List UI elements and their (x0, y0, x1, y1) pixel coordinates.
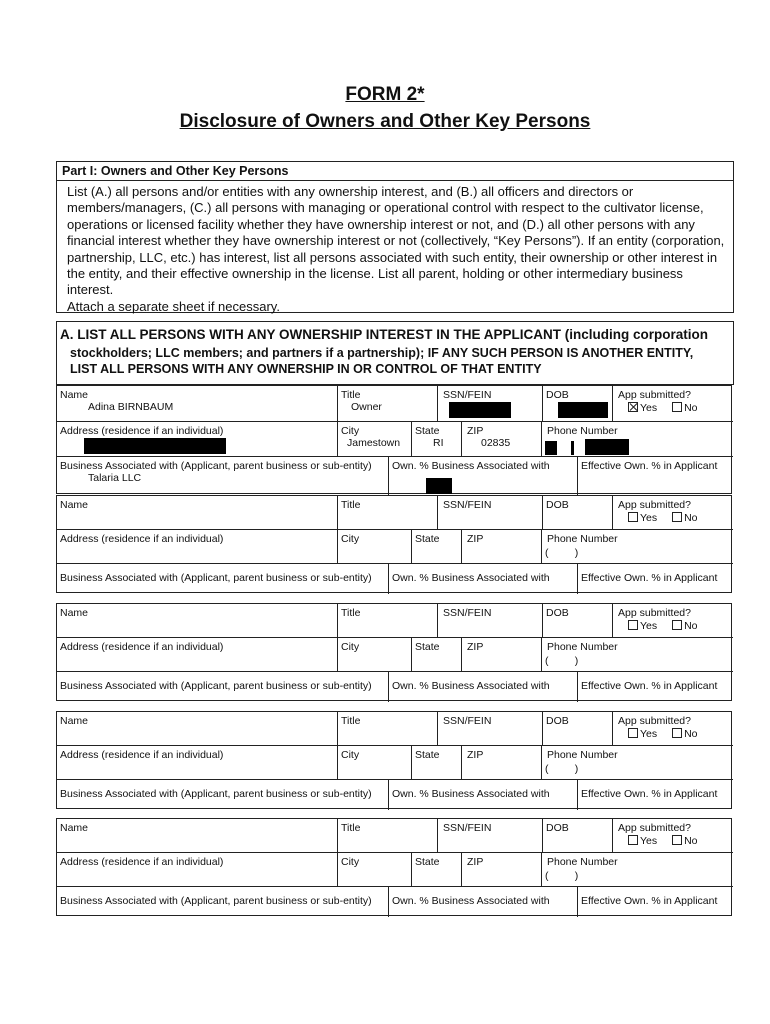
own-pct-cell[interactable] (388, 780, 577, 810)
name-label: Name (60, 499, 89, 511)
own-pct-cell[interactable] (388, 672, 577, 702)
no-checkbox[interactable] (672, 512, 682, 522)
app-submitted-label: App submitted? (618, 822, 691, 834)
own-pct-label: Own. % Business Associated with (392, 788, 550, 800)
person-row-business (57, 564, 733, 594)
eff-own-cell[interactable] (577, 564, 733, 594)
redacted-dob (558, 402, 608, 418)
dob-label: DOB (546, 822, 569, 834)
city-cell[interactable] (337, 638, 411, 671)
title-label: Title (341, 499, 361, 511)
phone-blank: ( ) (545, 655, 579, 667)
state-label: State (415, 533, 440, 545)
own-pct-cell[interactable] (388, 887, 577, 917)
business-label: Business Associated with (Applicant, parent business or sub-entity) (60, 460, 372, 472)
yes-checkbox[interactable] (628, 835, 638, 845)
person-row-identity (57, 386, 733, 422)
eff-own-label: Effective Own. % in Applicant (581, 460, 718, 472)
address-cell[interactable] (57, 853, 337, 886)
ssn-label: SSN/FEIN (443, 389, 492, 401)
dob-label: DOB (546, 715, 569, 727)
eff-own-label: Effective Own. % in Applicant (581, 680, 718, 692)
person-block (56, 603, 732, 701)
dob-cell[interactable] (542, 819, 612, 852)
phone-label: Phone Number (547, 533, 618, 545)
person-row-identity (57, 496, 733, 530)
section-a-heading-line3: LIST ALL PERSONS WITH ANY OWNERSHIP IN OR CONTROL OF THAT ENTITY (70, 362, 542, 376)
person-row-business (57, 672, 733, 702)
city-cell[interactable] (337, 530, 411, 563)
title-cell[interactable] (337, 496, 437, 529)
app-submitted-cell (612, 604, 733, 637)
zip-cell[interactable] (461, 530, 541, 563)
own-pct-label: Own. % Business Associated with (392, 572, 550, 584)
business-cell[interactable] (57, 780, 388, 810)
city-label: City (341, 856, 360, 868)
eff-own-label: Effective Own. % in Applicant (581, 895, 718, 907)
city-label: City (341, 749, 360, 761)
redacted-own-pct (426, 478, 452, 494)
name-label: Name (60, 715, 89, 727)
instruction-line: Attach a separate sheet if necessary. (67, 298, 280, 314)
zip-label: ZIP (467, 533, 484, 545)
zip-cell[interactable] (461, 638, 541, 671)
address-label: Address (residence if an individual) (60, 641, 224, 653)
app-submitted-label: App submitted? (618, 715, 691, 727)
dob-label: DOB (546, 499, 569, 511)
redacted-phone (545, 441, 557, 455)
name-label: Name (60, 389, 89, 401)
name-cell[interactable] (57, 496, 337, 529)
no-checkbox[interactable] (672, 402, 682, 412)
redacted-phone (571, 441, 574, 455)
person-block (56, 385, 732, 494)
business-label: Business Associated with (Applicant, parent business or sub-entity) (60, 572, 372, 584)
eff-own-cell[interactable] (577, 457, 733, 495)
no-checkbox[interactable] (672, 620, 682, 630)
phone-label: Phone Number (547, 425, 618, 437)
instruction-line: financial interest whether they have ownership interest or not (collectively, “Key Persons”). If an entity (corporation, (67, 233, 725, 249)
state-label: State (415, 641, 440, 653)
ssn-label: SSN/FEIN (443, 499, 492, 511)
state-cell[interactable] (411, 530, 461, 563)
yes-checkbox[interactable] (628, 620, 638, 630)
eff-own-cell[interactable] (577, 887, 733, 917)
own-pct-cell[interactable] (388, 564, 577, 594)
no-label: No (684, 835, 698, 847)
person-block (56, 711, 732, 809)
title-cell[interactable] (337, 604, 437, 637)
zip-cell[interactable] (461, 422, 541, 456)
phone-blank: ( ) (545, 870, 579, 882)
city-cell[interactable] (337, 746, 411, 779)
phone-label: Phone Number (547, 856, 618, 868)
business-cell[interactable] (57, 457, 388, 495)
redacted-phone (585, 439, 629, 455)
phone-cell[interactable] (541, 422, 733, 456)
name-value: Adina BIRNBAUM (88, 401, 174, 413)
own-pct-cell[interactable] (388, 457, 577, 495)
address-cell[interactable] (57, 530, 337, 563)
person-block (56, 818, 732, 916)
person-row-identity (57, 604, 733, 638)
zip-label: ZIP (467, 749, 484, 761)
ssn-label: SSN/FEIN (443, 822, 492, 834)
person-row-business (57, 887, 733, 917)
zip-cell[interactable] (461, 746, 541, 779)
person-row-address (57, 422, 733, 457)
person-row-business (57, 780, 733, 810)
state-label: State (415, 749, 440, 761)
person-row-identity (57, 819, 733, 853)
yes-label: Yes (640, 402, 658, 414)
business-label: Business Associated with (Applicant, parent business or sub-entity) (60, 680, 372, 692)
no-label: No (684, 728, 698, 740)
ssn-cell[interactable] (437, 819, 542, 852)
person-row-address (57, 530, 733, 564)
city-label: City (341, 641, 360, 653)
address-label: Address (residence if an individual) (60, 533, 224, 545)
section-a-heading-line2: stockholders; LLC members; and partners if a partnership); IF ANY SUCH PERSON IS ANOTHER ENTITY, (70, 346, 694, 360)
state-label: State (415, 856, 440, 868)
name-cell[interactable] (57, 604, 337, 637)
form-title: FORM 2* (345, 84, 425, 105)
zip-value: 02835 (481, 437, 511, 449)
app-submitted-cell (612, 496, 733, 529)
dob-cell[interactable] (542, 712, 612, 745)
city-cell[interactable] (337, 853, 411, 886)
phone-blank: ( ) (545, 547, 579, 559)
instruction-line: partnership, LLC, etc.) has interest, list all persons associated with such entity, their ownership or other interest in (67, 249, 718, 265)
ssn-cell[interactable] (437, 604, 542, 637)
redacted-address (84, 438, 226, 454)
eff-own-label: Effective Own. % in Applicant (581, 572, 718, 584)
business-cell[interactable] (57, 672, 388, 702)
yes-label: Yes (640, 835, 658, 847)
person-block (56, 495, 732, 593)
city-cell[interactable] (337, 422, 411, 456)
section-a-heading: A. LIST ALL PERSONS WITH ANY OWNERSHIP INTEREST IN THE APPLICANT (including corporation (60, 327, 709, 342)
dob-cell[interactable] (542, 386, 612, 421)
eff-own-label: Effective Own. % in Applicant (581, 788, 718, 800)
business-value: Talaria LLC (88, 472, 142, 484)
own-pct-label: Own. % Business Associated with (392, 460, 550, 472)
address-cell[interactable] (57, 746, 337, 779)
dob-cell[interactable] (542, 604, 612, 637)
city-label: City (341, 425, 360, 437)
yes-label: Yes (640, 512, 658, 524)
city-value: Jamestown (347, 437, 401, 449)
dob-label: DOB (546, 389, 569, 401)
ssn-cell[interactable] (437, 496, 542, 529)
address-cell[interactable] (57, 638, 337, 671)
zip-cell[interactable] (461, 853, 541, 886)
title-label: Title (341, 715, 361, 727)
app-submitted-cell (612, 386, 733, 421)
no-label: No (684, 512, 698, 524)
name-cell[interactable] (57, 819, 337, 852)
name-cell[interactable] (57, 712, 337, 745)
phone-blank: ( ) (545, 763, 579, 775)
business-cell[interactable] (57, 887, 388, 917)
person-row-identity (57, 712, 733, 746)
business-label: Business Associated with (Applicant, parent business or sub-entity) (60, 788, 372, 800)
person-row-business (57, 457, 733, 495)
redacted-ssn (449, 402, 511, 418)
no-checkbox[interactable] (672, 728, 682, 738)
eff-own-cell[interactable] (577, 672, 733, 702)
yes-label: Yes (640, 620, 658, 632)
zip-label: ZIP (467, 641, 484, 653)
phone-cell[interactable] (541, 530, 733, 563)
part1-header: Part I: Owners and Other Key Persons (56, 161, 734, 181)
part1-instructions (67, 184, 732, 315)
ssn-label: SSN/FEIN (443, 607, 492, 619)
phone-label: Phone Number (547, 641, 618, 653)
business-label: Business Associated with (Applicant, parent business or sub-entity) (60, 895, 372, 907)
person-row-address (57, 638, 733, 672)
app-submitted-label: App submitted? (618, 499, 691, 511)
instruction-line: the entity, and their effective ownership in the license. List all parent, holding or other intermediary business interest. (67, 266, 683, 298)
app-submitted-label: App submitted? (618, 389, 691, 401)
dob-cell[interactable] (542, 496, 612, 529)
name-cell[interactable] (57, 386, 337, 421)
title-value: Owner (351, 401, 382, 413)
city-label: City (341, 533, 360, 545)
instruction-line: members/managers, (C.) all persons with managing or operational control with respect to the cultivator license, (67, 200, 704, 216)
state-cell[interactable] (411, 422, 461, 456)
person-row-address (57, 746, 733, 780)
address-label: Address (residence if an individual) (60, 425, 224, 437)
title-cell[interactable] (337, 819, 437, 852)
phone-cell[interactable] (541, 638, 733, 671)
eff-own-cell[interactable] (577, 780, 733, 810)
ssn-cell[interactable] (437, 712, 542, 745)
state-value: RI (433, 437, 444, 449)
instruction-line: List (A.) all persons and/or entities with any ownership interest, and (B.) all officers and directors or (67, 184, 634, 199)
phone-cell[interactable] (541, 853, 733, 886)
dob-label: DOB (546, 607, 569, 619)
state-cell[interactable] (411, 638, 461, 671)
phone-cell[interactable] (541, 746, 733, 779)
state-cell[interactable] (411, 746, 461, 779)
yes-label: Yes (640, 728, 658, 740)
address-label: Address (residence if an individual) (60, 749, 224, 761)
state-cell[interactable] (411, 853, 461, 886)
no-label: No (684, 620, 698, 632)
zip-label: ZIP (467, 425, 484, 437)
app-submitted-cell (612, 819, 733, 852)
app-submitted-cell (612, 712, 733, 745)
yes-checkbox[interactable] (628, 728, 638, 738)
title-cell[interactable] (337, 712, 437, 745)
state-label: State (415, 425, 440, 437)
no-label: No (684, 402, 698, 414)
instruction-line: operations or licensed facility whether they have ownership interest or not, and (D.) all other persons with any (67, 216, 695, 232)
zip-label: ZIP (467, 856, 484, 868)
own-pct-label: Own. % Business Associated with (392, 680, 550, 692)
yes-checkbox[interactable] (628, 512, 638, 522)
ssn-label: SSN/FEIN (443, 715, 492, 727)
address-cell[interactable] (57, 422, 337, 456)
title-label: Title (341, 822, 361, 834)
title-label: Title (341, 607, 361, 619)
name-label: Name (60, 607, 89, 619)
no-checkbox[interactable] (672, 835, 682, 845)
address-label: Address (residence if an individual) (60, 856, 224, 868)
title-label: Title (341, 389, 361, 401)
phone-label: Phone Number (547, 749, 618, 761)
title-cell[interactable] (337, 386, 437, 421)
app-submitted-label: App submitted? (618, 607, 691, 619)
ssn-cell[interactable] (437, 386, 542, 421)
business-cell[interactable] (57, 564, 388, 594)
yes-checkbox[interactable] (628, 402, 638, 412)
person-row-address (57, 853, 733, 887)
form-subtitle: Disclosure of Owners and Other Key Persons (179, 111, 591, 132)
own-pct-label: Own. % Business Associated with (392, 895, 550, 907)
name-label: Name (60, 822, 89, 834)
